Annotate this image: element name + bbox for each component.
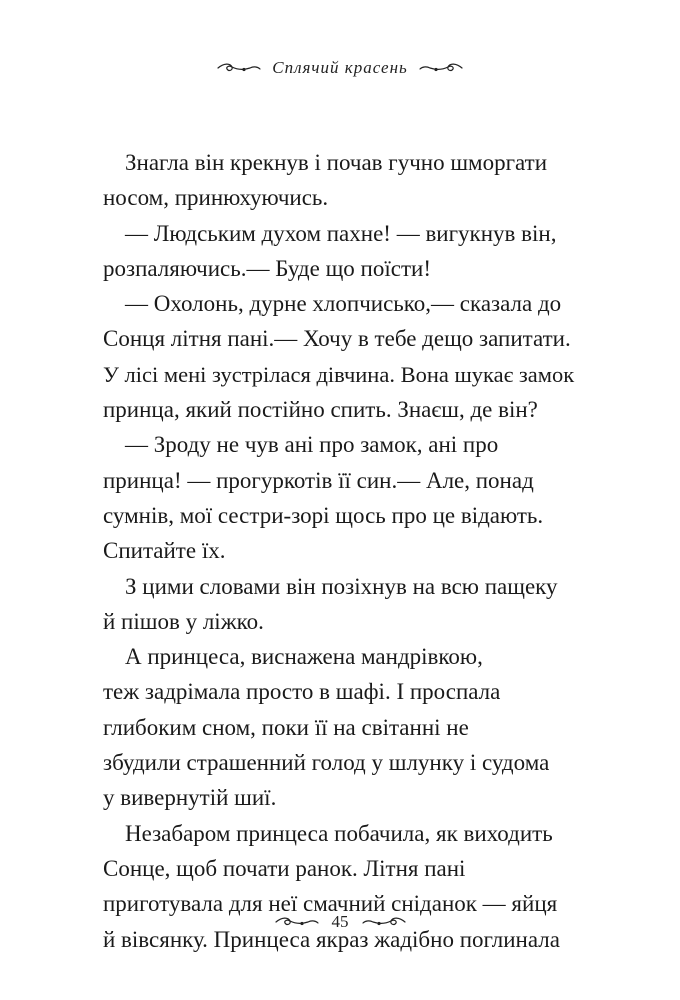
- text-line: А принцеса, виснажена мандрівкою,: [125, 644, 483, 670]
- text-line: у вивернутій шиї.: [103, 785, 277, 811]
- text-line: глибоким сном, поки її на світанні не: [103, 714, 469, 740]
- page-footer: [0, 912, 680, 932]
- text-line: й вівсянку. Принцеса якраз жадібно поглинала: [103, 926, 560, 952]
- text-line: Сонця літня пані.— Хочу в тебе дещо запитати.: [103, 326, 571, 352]
- text-line: Знагла він крекнув і почав гучно шморгати: [125, 150, 547, 175]
- text-line: У лісі мені зустрілася дівчина. Вона шукає замок: [103, 361, 575, 387]
- text-line: Сонце, щоб почати ранок. Літня пані: [103, 855, 466, 881]
- page-number: 45: [331, 912, 349, 931]
- flourish-left-icon: [274, 915, 320, 929]
- text-line: — Зроду не чув ані про замок, ані про: [125, 432, 499, 458]
- running-title: Сплячий красень: [272, 58, 408, 77]
- text-line: розпаляючись.— Буде що поїсти!: [103, 255, 431, 281]
- text-line: збудили страшенний голод у шлунку і судома: [103, 750, 550, 776]
- text-line: сумнів, мої сестри-зорі щось про це відають.: [103, 502, 544, 528]
- text-line: принца! — прогуркотів її син.— Але, понад: [103, 467, 534, 493]
- text-line: носом, принюхуючись.: [103, 185, 329, 211]
- flourish-right-icon: [361, 915, 407, 929]
- body-text: [103, 145, 575, 957]
- text-line: — Охолонь, дурне хлопчисько,— сказала до: [125, 291, 562, 317]
- flourish-left-icon: [216, 61, 262, 75]
- text-line: й пішов у ліжко.: [103, 608, 264, 634]
- text-line: — Людським духом пахне! — вигукнув він,: [125, 220, 557, 246]
- flourish-right-icon: [418, 61, 464, 75]
- text-line: теж задрімала просто в шафі. І проспала: [103, 679, 501, 705]
- text-line: приготувала для неї смачний сніданок — яйця: [103, 891, 558, 917]
- text-line: принца, який постійно спить. Знаєш, де він?: [103, 397, 538, 423]
- text-line: Спитайте їх.: [103, 538, 226, 564]
- running-header: [0, 58, 680, 78]
- text-line: З цими словами він позіхнув на всю пащеку: [125, 573, 558, 599]
- text-line: Незабаром принцеса побачила, як виходить: [125, 820, 553, 846]
